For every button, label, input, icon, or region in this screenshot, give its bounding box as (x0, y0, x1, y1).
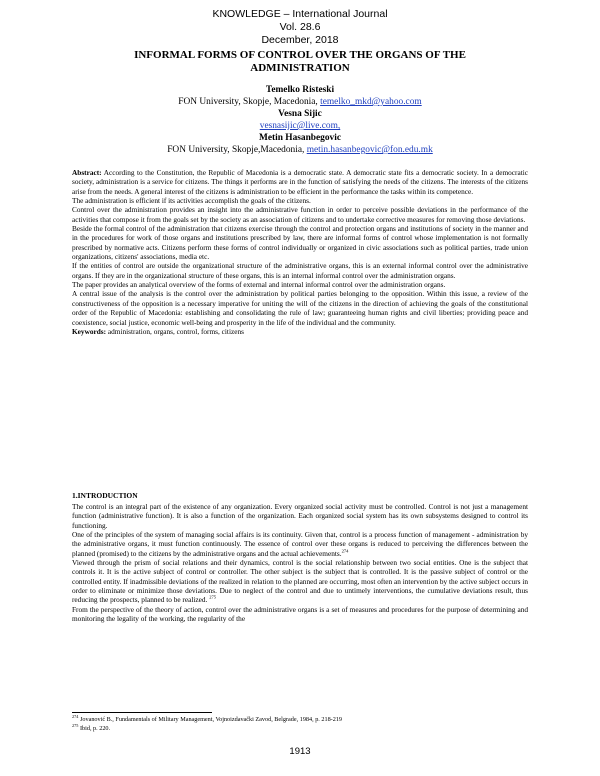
abstract-paragraph: If the entities of control are outside the organizational structure of the administrative organs, this is an external informal control over the administrative organs. If they are in the organizational structure of these organs, this is an internal informal control over the administration organs. (72, 261, 528, 280)
abstract-paragraph: The paper provides an analytical overview of the forms of external and internal informal control over the administration organs. (72, 280, 446, 290)
introduction-body (72, 502, 528, 623)
author-name: Metin Hasanbegovic (258, 133, 342, 143)
email-link[interactable]: temelko_mkd@yahoo.com (320, 97, 422, 107)
body-paragraph: The control is an integral part of the existence of any organization. Every organized social activity must be controlled. Control is not just a management function (administrative function). It is also a function of the organization. Each organized social system has its own subsystems designed to control its functioning. (72, 502, 528, 530)
abstract (72, 168, 528, 336)
footnote-ref[interactable]: 275 (209, 595, 217, 601)
abstract-paragraph: Beside the formal control of the administration that citizens exercise through the control and protection organs and institutions of society in the manner and in the procedures for work of those organs and institutions prescribed by law, there are informal forms of control whose implementation is not formally prescribed by normative acts. Citizens perform these forms of control individually or organized in civic associations such as political parties, trade union organizations, citizens' associations, media etc. (72, 224, 528, 262)
paper-title-line-1: INFORMAL FORMS OF CONTROL OVER THE ORGANS OF THE (134, 49, 466, 61)
author-affiliation (0, 121, 600, 132)
abstract-paragraph: Abstract: According to the Constitution, the Republic of Macedonia is a democratic state. A democratic state fits a democratic society. In a democratic society, administration is a service for citizens. The things it performs are in the function of satisfying the needs of the citizens. The interests of the citizens arise from the needs. A general interest of the citizens is administration to be efficient in the performance the tasks within its competence. (72, 168, 529, 196)
author-name: Temelko Risteski (265, 85, 335, 95)
abstract-paragraph: A central issue of the analysis is the control over the administration by political parties belonging to the opposition. Within this issue, a review of the constructiveness of the opposition is a necessary imperative for uniting the will of the citizens in the direction of achieving the goals of the constitutional order of the Republic of Macedonia: establishing and consolidating the rule of law; guaranteeing human rights and civil liberties; providing peace and coexistence, social justice, economic well-being and prosperity in the life of the individual and the community. (72, 289, 528, 327)
section-heading: 1.INTRODUCTION (72, 491, 138, 500)
abstract-paragraph: Control over the administration provides an insight into the administrative function in order to perceive possible deviations in the performance of the activities that compose it from the goals set by the society as an association of citizens and to undertake corrective measures for removing those deviations. (72, 205, 528, 224)
footnote: $^{274}$ Jovanović B., Fundamentals of Military Management, Vojnoizdavački Zavod, Belgrade, 1984, p. 218-219 (72, 713, 343, 723)
author-affiliation: FON University, Skopje, Macedonia, temelko_mkd@yahoo.com (178, 97, 422, 107)
journal-volume: Vol. 28.6 (279, 21, 321, 33)
body-paragraph: One of the principles of the system of managing social affairs is its continuity. Given that, control is a process function of management - administration by the administrative organs, it must function continuously. The essence of control over these organs is reduced to perceiving the differences between the planned (promised) to the citizens by the administrative organs and the actual achievements.$^{274}$ (72, 530, 528, 558)
paper-title-line-2: ADMINISTRATION (250, 62, 350, 74)
body-paragraph: From the perspective of the theory of action, control over the administrative organs is a set of measures and procedures for the purpose of determining and monitoring the legality of the working, the regularity of the (72, 604, 528, 624)
author-affiliation: FON University, Skopje,Macedonia, metin.hasanbegovic@fon.edu.mk (167, 145, 433, 155)
footnote-separator (72, 712, 212, 713)
footnote-ref[interactable]: 274 (341, 548, 349, 554)
page-number: 1913 (289, 746, 311, 757)
journal-name: KNOWLEDGE – International Journal (212, 8, 388, 20)
abstract-paragraph: The administration is efficient if its activities accomplish the goals of the citizens. (72, 196, 311, 206)
journal-date: December, 2018 (261, 34, 339, 46)
keywords: Keywords: administration, organs, control, forms, citizens (72, 326, 244, 336)
author-name: Vesna Sijic (278, 109, 322, 119)
email-link[interactable]: metin.hasanbegovic@fon.edu.mk (306, 145, 433, 155)
footnote: $^{275}$ Ibid, p. 220. (72, 722, 111, 732)
email-link[interactable]: vesnasijic@live.com, (259, 121, 341, 131)
body-paragraph: Viewed through the prism of social relations and their dynamics, control is the social relationship between two social entities. One is the subject that controls it. It is the active subject of control or controller. The other subject is the subject that is controlled. It is the passive subject of control or the controlled entity. If inadmissible deviations of the realized in relation to the planned are occurring, most often an intervention by the active subject occurs in order to eliminate or minimize those deviations. Due to neglect of the control and due to untimely interventions, the cumulative deviations result, thus reducing the prospects, planned to be realized. $^{275}$ (72, 558, 528, 605)
